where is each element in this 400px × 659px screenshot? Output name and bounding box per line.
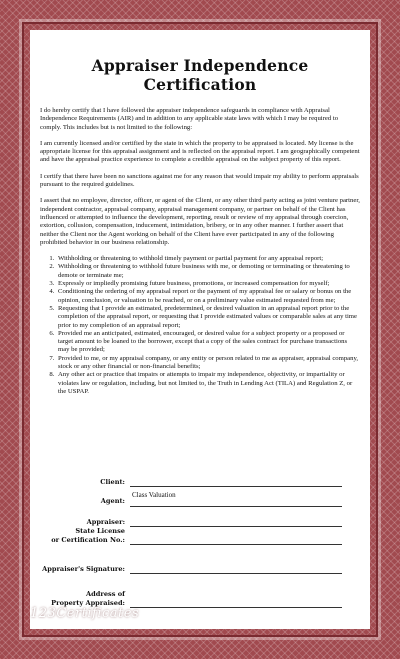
sanctions-paragraph: I certify that there have been no sanctions against me for any reason that would impair my ability to perform appraisals pursuant to the required guidelines.: [40, 172, 359, 189]
agent-field[interactable]: [130, 506, 342, 507]
brand-watermark: 123Certificates: [30, 606, 140, 621]
client-field[interactable]: [130, 486, 342, 487]
address-field[interactable]: [130, 607, 342, 608]
list-item: 6. Provided me an anticipated, estimated, encouraged, or desired value for a subject property or a proposed or target amount to be loaned to the borrower, except that a copy of the sales contract for purchase transactions may be provided;: [56, 330, 360, 355]
list-item: 7. Provided to me, or my appraisal company, or any entity or person related to me as appraiser, appraisal company, stock or any other financial or non-financial benefits;: [56, 355, 360, 372]
license-paragraph: I am currently licensed and/or certified by the state in which the property to be appraised is located. My license is the appropriate license for this appraisal assignment and is reflected on the appraisal report. I am geographically competent and have the appraisal practice experience to complete a credible appraisal on the subject property of this report.: [40, 139, 360, 164]
list-item: 2. Withholding or threatening to withhold future business with me, or demoting or terminating or threatening to demote or terminate me;: [56, 263, 360, 280]
appraiser-field[interactable]: [130, 526, 342, 527]
list-item: 8. Any other act or practice that impairs or attempts to impair my independence, objectivity, or impartiality or violates law or regulation, including, but not limited to, the Truth in Lending Act (TILA) and Regulation Z, or the USPAP.: [56, 371, 360, 396]
appraiser-label: Appraiser:: [86, 518, 125, 526]
address-label-line1: Address of: [86, 590, 125, 598]
signature-label: Appraiser's Signature:: [42, 565, 125, 573]
client-label: Client:: [100, 478, 125, 486]
signature-field[interactable]: [130, 573, 342, 574]
address-label-line2: Property Appraised:: [51, 599, 125, 607]
intro-paragraph: I do hereby certify that I have followed the appraiser independence safeguards in compliance with Appraisal Independence Requirements (AIR) and in addition to any applicable state laws with which I may be required to comply. This includes but is not limited to the following:: [40, 107, 339, 131]
influence-paragraph: I assert that no employee, director, officer, or agent of the Client, or any other third party acting as joint venture partner, independent contractor, appraisal company, appraisal management company, or partner on behalf of the Client has influenced or attempted to influence the development, reporting, result or review of my appraisal through coercion, extortion, collusion, compensation, inducement, intimidation, bribery, or in any other manner. I further assert that neither the Client nor the Agent working on behalf of the Client have ever participated in any of the following prohibited behavior in our business relationship.: [40, 197, 360, 246]
agent-label: Agent:: [100, 497, 125, 505]
list-item: 4. Conditioning the ordering of my appraisal report or the payment of my appraisal fee or salary or bonus on the opinion, conclusion, or valuation to be reached, or on a preliminary value estimated requested from me;: [56, 288, 360, 305]
certificate-title: Appraiser Independence Certification: [91, 56, 309, 94]
license-field[interactable]: [130, 544, 342, 545]
agent-value: Class Valuation: [132, 491, 176, 499]
list-item: 1. Withholding or threatening to withhold timely payment or partial payment for any appraisal report;: [56, 255, 360, 263]
list-item: 5. Requesting that I provide an estimated, predetermined, or desired valuation in an appraisal report prior to the completion of the appraisal report, or requesting that I provide estimated values or comparable sales at any time prior to my completion of an appraisal report;: [56, 305, 360, 330]
list-item: 3. Expressly or impliedly promising future business, promotions, or increased compensation for myself;: [56, 280, 360, 288]
license-label-line2: or Certification No.:: [51, 536, 125, 544]
license-label-line1: State License: [75, 527, 125, 535]
certificate-paper: [30, 30, 370, 629]
prohibited-behavior-list: [40, 255, 360, 396]
